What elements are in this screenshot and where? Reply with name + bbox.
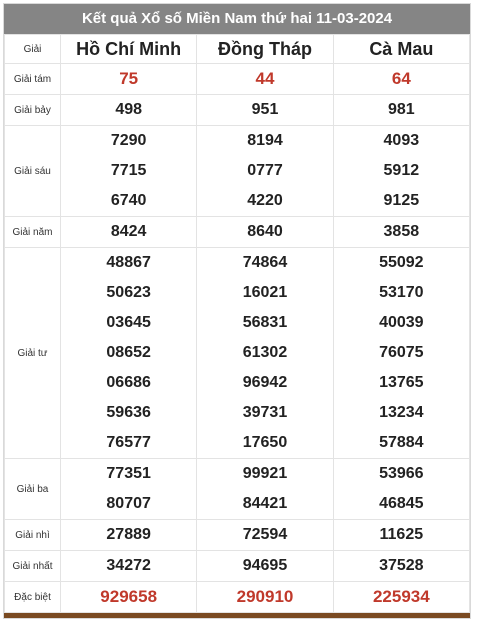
prize-label: Giải bảy: [5, 95, 61, 126]
result-number: 40039: [379, 314, 424, 331]
result-cell: [197, 64, 333, 95]
result-number: 225934: [372, 587, 430, 606]
result-number: 27889: [106, 526, 151, 543]
result-number: 57884: [379, 434, 424, 451]
province-dong-thap[interactable]: Đồng Tháp: [197, 35, 333, 64]
result-cell: [61, 551, 197, 582]
prize-row-giai-nhat: [5, 551, 470, 582]
prize-label: Giải nhì: [5, 520, 61, 551]
prize-label: Giải năm: [5, 217, 61, 248]
result-cell: [333, 126, 469, 217]
result-cell: [197, 95, 333, 126]
result-number: 46845: [379, 495, 424, 512]
result-number: 0777: [247, 162, 283, 179]
prize-label: Giải tư: [5, 248, 61, 459]
result-number: 99921: [242, 465, 288, 482]
result-number: 4220: [247, 192, 283, 209]
result-number: 6740: [110, 192, 147, 209]
result-number: 72594: [242, 526, 288, 543]
result-cell: [333, 64, 469, 95]
result-number: 96942: [242, 374, 288, 391]
result-cell: [61, 95, 197, 126]
result-number: 94695: [242, 557, 288, 574]
result-cell: [333, 95, 469, 126]
prize-row-giai-tam: [5, 64, 470, 95]
prize-label: Giải nhất: [5, 551, 61, 582]
result-number: 929658: [100, 587, 158, 606]
result-number: 8640: [247, 223, 283, 240]
prize-label: Giải sáu: [5, 126, 61, 217]
result-cell: [197, 520, 333, 551]
result-number: 84421: [242, 495, 288, 512]
result-number: 80707: [106, 495, 151, 512]
result-number: 39731: [242, 404, 288, 421]
result-number: 53170: [379, 284, 424, 301]
prize-column-header: Giải: [5, 35, 61, 64]
prize-row-giai-nam: [5, 217, 470, 248]
result-cell: [61, 64, 197, 95]
prize-row-giai-tu: [5, 248, 470, 459]
result-number: 03645: [106, 314, 151, 331]
result-cell: [197, 248, 333, 459]
result-number: 76075: [379, 344, 424, 361]
result-number: 498: [115, 101, 143, 118]
result-cell: [197, 459, 333, 520]
prize-row-giai-bay: [5, 95, 470, 126]
result-number: 53966: [379, 465, 424, 482]
prize-row-giai-nhi: [5, 520, 470, 551]
result-cell: [197, 217, 333, 248]
result-number: 981: [387, 101, 415, 118]
result-cell: [333, 551, 469, 582]
result-number: 55092: [379, 254, 424, 271]
result-number: 76577: [106, 434, 151, 451]
result-number: 7715: [110, 162, 147, 179]
prize-label: Giải ba: [5, 459, 61, 520]
prize-row-giai-sau: [5, 126, 470, 217]
result-cell: [61, 248, 197, 459]
result-number: 59636: [106, 404, 151, 421]
result-number: 77351: [106, 465, 151, 482]
result-number: 44: [255, 69, 275, 88]
result-cell: [197, 582, 333, 613]
result-number: 34272: [106, 557, 151, 574]
result-number: 74864: [242, 254, 288, 271]
result-cell: [61, 126, 197, 217]
result-number: 37528: [379, 557, 424, 574]
province-ho-chi-minh[interactable]: Hồ Chí Minh: [61, 35, 197, 64]
result-cell: [333, 582, 469, 613]
prize-label: Đặc biệt: [5, 582, 61, 613]
result-cell: [197, 126, 333, 217]
lottery-results-board: [3, 3, 471, 619]
result-number: 75: [119, 69, 139, 88]
result-number: 56831: [242, 314, 288, 331]
result-number: 08652: [106, 344, 151, 361]
result-cell: [333, 520, 469, 551]
prize-row-giai-ba: [5, 459, 470, 520]
result-number: 9125: [383, 192, 420, 209]
result-number: 16021: [242, 284, 288, 301]
result-cell: [61, 217, 197, 248]
result-number: 3858: [383, 223, 420, 240]
result-number: 951: [251, 101, 279, 118]
result-number: 06686: [106, 374, 151, 391]
result-cell: [333, 217, 469, 248]
result-number: 8424: [110, 223, 147, 240]
result-number: 48867: [106, 254, 151, 271]
result-number: 8194: [247, 132, 283, 149]
province-ca-mau[interactable]: Cà Mau: [333, 35, 469, 64]
result-number: 5912: [383, 162, 420, 179]
result-cell: [197, 551, 333, 582]
result-number: 13234: [379, 404, 424, 421]
result-number: 17650: [242, 434, 288, 451]
bottom-accent-bar: [4, 613, 470, 618]
result-cell: [61, 582, 197, 613]
result-number: 290910: [236, 587, 294, 606]
result-number: 7290: [110, 132, 147, 149]
header-row: [5, 35, 470, 64]
results-table: [4, 34, 470, 613]
result-cell: [333, 248, 469, 459]
result-number: 11625: [379, 526, 424, 543]
result-number: 50623: [106, 284, 151, 301]
result-cell: [61, 459, 197, 520]
result-cell: [61, 520, 197, 551]
result-cell: [333, 459, 469, 520]
prize-label: Giải tám: [5, 64, 61, 95]
result-number: 4093: [383, 132, 420, 149]
result-number: 64: [391, 69, 411, 88]
result-number: 61302: [242, 344, 288, 361]
results-title: Kết quả Xổ số Miền Nam thứ hai 11-03-2024: [4, 4, 470, 34]
result-number: 13765: [379, 374, 424, 391]
prize-row-dac-biet: [5, 582, 470, 613]
